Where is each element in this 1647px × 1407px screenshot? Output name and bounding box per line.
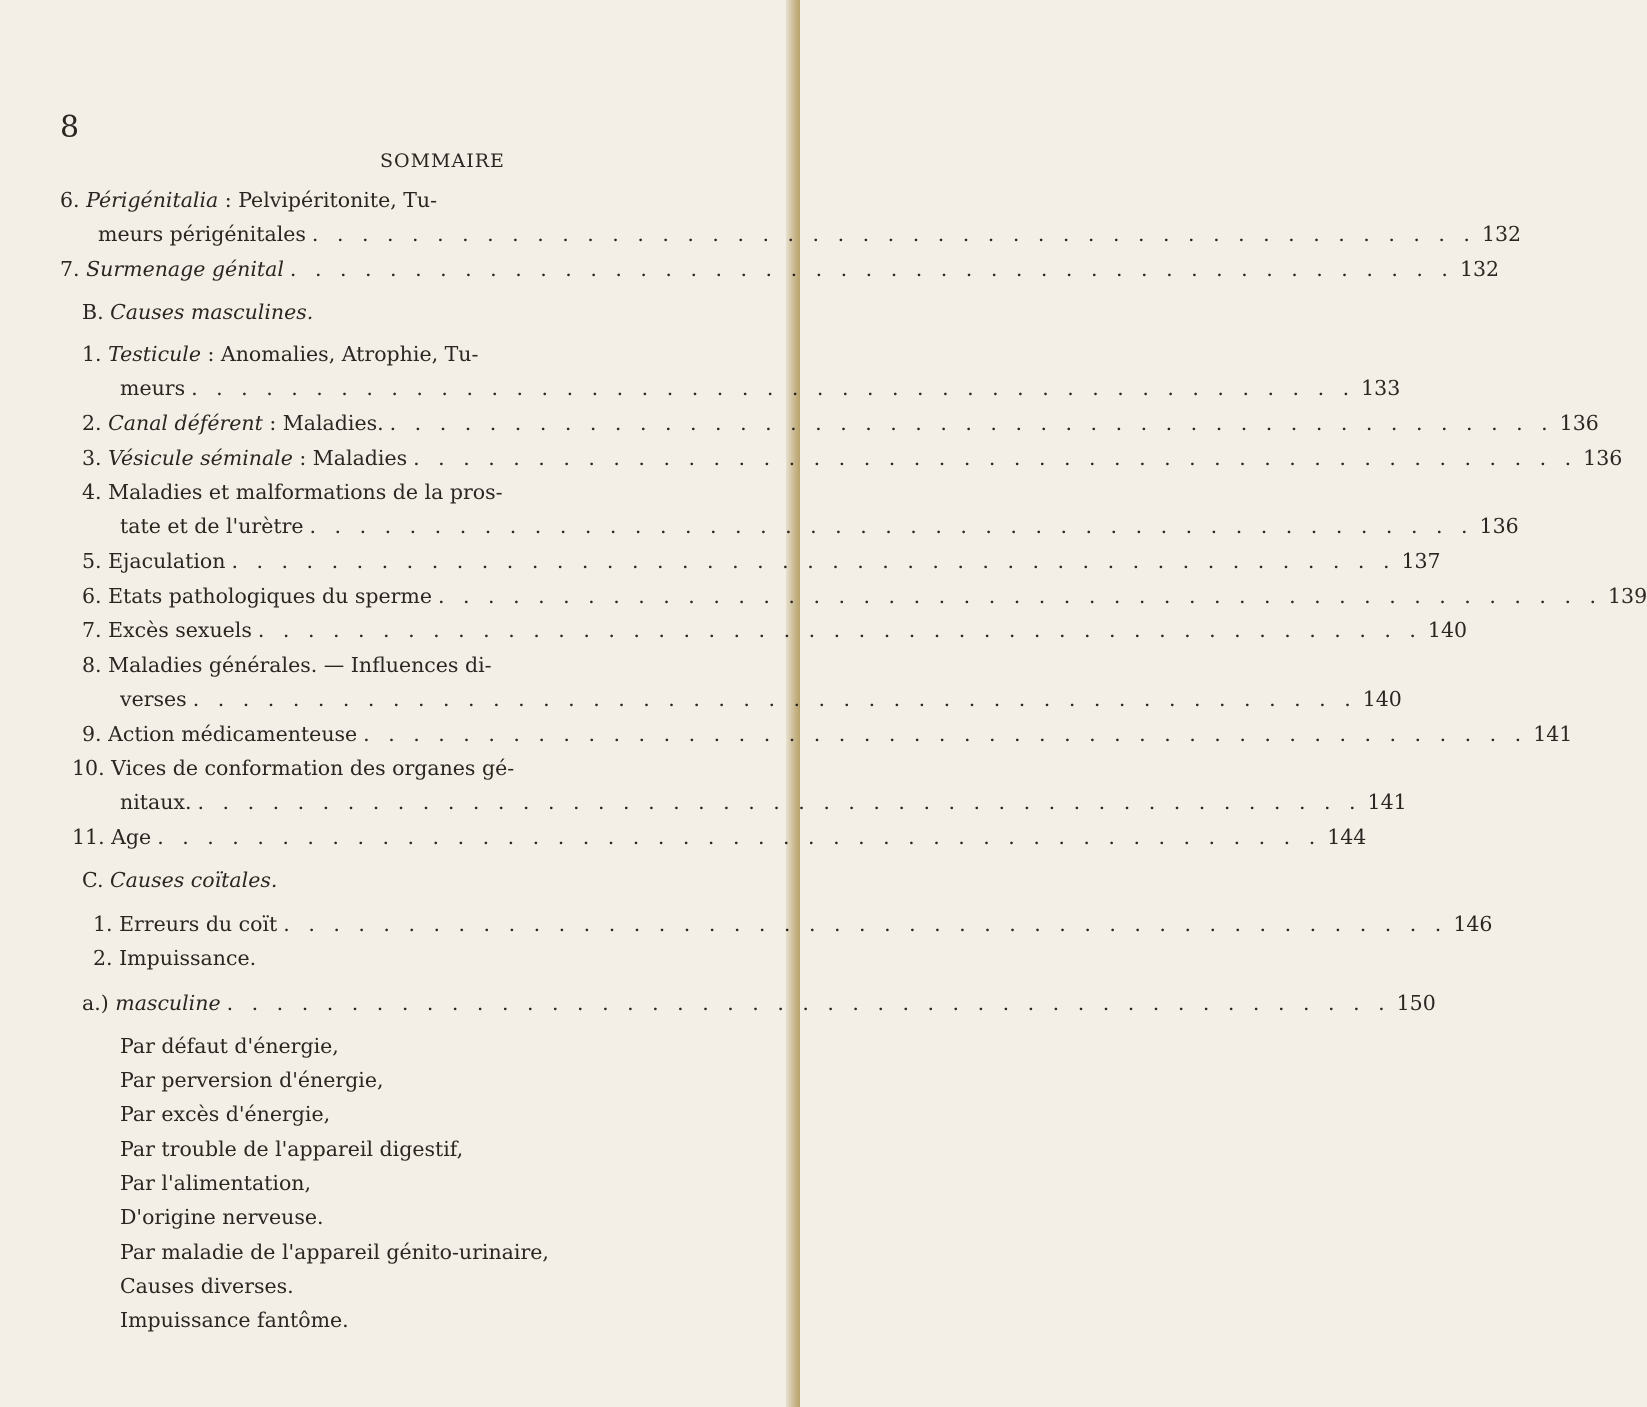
toc-italic-title: Testicule	[108, 342, 201, 366]
toc-number: 2.	[93, 946, 120, 970]
toc-line	[82, 991, 1436, 1015]
toc-line	[120, 376, 1401, 400]
toc-label	[120, 1308, 349, 1332]
toc-number: 4.	[82, 480, 109, 504]
toc-number: 1.	[82, 342, 109, 366]
leader-dots: . . . . . . . . . . . . . . . . . . . . . . . . . . . . . . . . . . . . . . . . . . . . . . .	[389, 411, 1554, 435]
toc-label	[82, 480, 503, 504]
toc-line	[93, 912, 1493, 936]
toc-text: Excès sexuels	[108, 618, 252, 642]
toc-line	[72, 756, 514, 780]
page-number: 8	[60, 110, 80, 145]
toc-label	[120, 1274, 294, 1298]
toc-label	[82, 991, 221, 1015]
toc-line	[82, 722, 1573, 746]
toc-line	[82, 342, 478, 366]
toc-line	[82, 584, 1647, 608]
toc-line	[120, 1171, 311, 1195]
toc-number: 6.	[60, 188, 87, 212]
toc-number: 6.	[82, 584, 109, 608]
toc-number: B.	[82, 300, 111, 324]
toc-text: Par maladie de l'appareil génito-urinaire,	[120, 1240, 549, 1264]
leader-dots: . . . . . . . . . . . . . . . . . . . . . . . . . . . . . . . . . . . . . . . . . . . . . . .	[363, 722, 1528, 746]
toc-page-number: 136	[1559, 411, 1599, 435]
toc-label	[60, 188, 437, 212]
toc-label	[82, 618, 252, 642]
toc-text: : Maladies	[292, 446, 408, 470]
toc-page-number: 132	[1459, 257, 1500, 281]
toc-italic-title: Vésicule séminale	[108, 446, 293, 470]
toc-number: C.	[82, 868, 110, 892]
toc-number: 2.	[82, 411, 109, 435]
toc-page-number: 140	[1362, 687, 1402, 711]
toc-label	[82, 300, 313, 324]
toc-text: Action médicamenteuse	[108, 722, 358, 746]
leader-dots: . . . . . . . . . . . . . . . . . . . . . . . . . . . . . . . . . . . . . . . . . . . . . . .	[311, 222, 1476, 246]
toc-number: 5.	[82, 549, 109, 573]
toc-label	[120, 1240, 549, 1264]
toc-line	[120, 790, 1407, 814]
toc-text: Par défaut d'énergie,	[120, 1034, 339, 1058]
toc-text: nitaux.	[120, 790, 192, 814]
toc-italic-title: Canal déférent	[108, 411, 263, 435]
leader-dots: . . . . . . . . . . . . . . . . . . . . . . . . . . . . . . . . . . . . . . . . . . . . . . .	[309, 514, 1474, 538]
toc-line	[120, 1240, 549, 1264]
toc-label	[120, 1068, 383, 1092]
toc-number: 11.	[72, 825, 112, 849]
toc-label	[82, 868, 277, 892]
toc-line	[120, 1137, 463, 1161]
toc-page-number: 141	[1533, 722, 1573, 746]
toc-page-number: 132	[1481, 222, 1522, 246]
leader-dots: . . . . . . . . . . . . . . . . . . . . . . . . . . . . . . . . . . . . . . . . . . . . . . .	[231, 549, 1396, 573]
toc-line	[82, 411, 1599, 435]
toc-line	[98, 222, 1522, 246]
toc-label	[120, 1102, 330, 1126]
toc-text: Par perversion d'énergie,	[120, 1068, 384, 1092]
toc-line	[82, 653, 492, 677]
toc-text: : Maladies.	[262, 411, 384, 435]
leader-dots: . . . . . . . . . . . . . . . . . . . . . . . . . . . . . . . . . . . . . . . . . . . . . . .	[192, 687, 1357, 711]
toc-number: 1.	[93, 912, 120, 936]
toc-label	[120, 514, 304, 538]
toc-text: Vices de conformation des organes gé-	[111, 756, 515, 780]
toc-text: D'origine nerveuse.	[120, 1205, 324, 1229]
toc-label	[98, 222, 306, 246]
toc-page-number: 136	[1583, 446, 1623, 470]
toc-line	[120, 687, 1402, 711]
toc-number: 9.	[82, 722, 109, 746]
toc-text: Erreurs du coït	[119, 912, 278, 936]
toc-label	[93, 946, 256, 970]
toc-line	[82, 480, 503, 504]
leader-dots: . . . . . . . . . . . . . . . . . . . . . . . . . . . . . . . . . . . . . . . . . . . . . . .	[257, 618, 1422, 642]
toc-label	[82, 446, 407, 470]
toc-text: Age	[111, 825, 152, 849]
toc-page-number: 140	[1427, 618, 1468, 642]
toc-line	[120, 1205, 324, 1229]
toc-text: : Pelvipéritonite, Tu-	[218, 188, 438, 212]
toc-page-number: 150	[1396, 991, 1436, 1015]
toc-line	[120, 1034, 339, 1058]
toc-label	[120, 790, 192, 814]
toc-label	[120, 1034, 339, 1058]
toc-line	[120, 1102, 330, 1126]
toc-label	[120, 1171, 311, 1195]
toc-line	[82, 300, 313, 324]
toc-page-number: 136	[1479, 514, 1519, 538]
toc-text: verses	[120, 687, 187, 711]
toc-number: 8.	[82, 653, 109, 677]
toc-label	[82, 342, 478, 366]
toc-label	[72, 756, 514, 780]
toc-page-number: 133	[1361, 376, 1401, 400]
toc-line	[82, 618, 1468, 642]
toc-text: Etats pathologiques du sperme	[108, 584, 432, 608]
toc-italic-title: Périgénitalia	[86, 188, 219, 212]
toc-label	[93, 912, 277, 936]
toc-text: Maladies et malformations de la pros-	[108, 480, 503, 504]
toc-number: a.)	[82, 991, 116, 1015]
toc-italic-title: Causes masculines.	[110, 300, 314, 324]
toc-line	[120, 1068, 383, 1092]
toc-line	[82, 446, 1623, 470]
toc-label	[120, 687, 187, 711]
toc-text: Par excès d'énergie,	[120, 1102, 331, 1126]
toc-line	[82, 868, 277, 892]
leader-dots: . . . . . . . . . . . . . . . . . . . . . . . . . . . . . . . . . . . . . . . . . . . . . . .	[226, 991, 1391, 1015]
toc-label	[120, 376, 185, 400]
toc-line	[120, 1274, 294, 1298]
leader-dots: . . . . . . . . . . . . . . . . . . . . . . . . . . . . . . . . . . . . . . . . . . . . . . .	[191, 376, 1356, 400]
leader-dots: . . . . . . . . . . . . . . . . . . . . . . . . . . . . . . . . . . . . . . . . . . . . . . .	[157, 825, 1322, 849]
toc-number: 7.	[60, 257, 87, 281]
toc-line	[120, 1308, 349, 1332]
toc-text: meurs périgénitales	[98, 222, 306, 246]
toc-label	[82, 653, 492, 677]
toc-number: 10.	[72, 756, 112, 780]
toc-text: Maladies générales. — Influences di-	[108, 653, 492, 677]
toc-italic-title: Causes coïtales.	[110, 868, 278, 892]
toc-text: meurs	[120, 376, 186, 400]
toc-line	[120, 514, 1519, 538]
leader-dots: . . . . . . . . . . . . . . . . . . . . . . . . . . . . . . . . . . . . . . . . . . . . . . .	[437, 584, 1602, 608]
toc-label	[82, 722, 357, 746]
toc-text: Par l'alimentation,	[120, 1171, 312, 1195]
toc-text: Par trouble de l'appareil digestif,	[120, 1137, 464, 1161]
toc-label	[60, 257, 284, 281]
toc-line	[60, 257, 1500, 281]
running-head: SOMMAIRE	[380, 150, 505, 172]
toc-text: Impuissance.	[119, 946, 257, 970]
toc-text: Ejaculation	[108, 549, 226, 573]
leader-dots: . . . . . . . . . . . . . . . . . . . . . . . . . . . . . . . . . . . . . . . . . . . . . . .	[289, 257, 1454, 281]
toc-label	[82, 584, 432, 608]
toc-text: : Anomalies, Atrophie, Tu-	[200, 342, 479, 366]
toc-label	[82, 549, 225, 573]
toc-text: Impuissance fantôme.	[120, 1308, 349, 1332]
leader-dots: . . . . . . . . . . . . . . . . . . . . . . . . . . . . . . . . . . . . . . . . . . . . . . .	[283, 912, 1448, 936]
toc-italic-title: masculine	[115, 991, 221, 1015]
toc-line	[60, 188, 437, 212]
toc-label	[82, 411, 384, 435]
toc-page-number: 141	[1367, 790, 1407, 814]
toc-number: 3.	[82, 446, 109, 470]
toc-text: tate et de l'urètre	[120, 514, 304, 538]
toc-line	[93, 946, 256, 970]
leader-dots: . . . . . . . . . . . . . . . . . . . . . . . . . . . . . . . . . . . . . . . . . . . . . . .	[413, 446, 1578, 470]
toc-number: 7.	[82, 618, 109, 642]
toc-page-number: 144	[1327, 825, 1367, 849]
toc-page-number: 139	[1608, 584, 1647, 608]
toc-label	[120, 1137, 463, 1161]
toc-italic-title: Surmenage génital	[86, 257, 284, 281]
toc-line	[82, 549, 1441, 573]
toc-line	[72, 825, 1367, 849]
toc-page-number: 137	[1401, 549, 1441, 573]
toc-page-number: 146	[1453, 912, 1493, 936]
toc-label	[120, 1205, 324, 1229]
toc-text: Causes diverses.	[120, 1274, 294, 1298]
toc-label	[72, 825, 151, 849]
leader-dots: . . . . . . . . . . . . . . . . . . . . . . . . . . . . . . . . . . . . . . . . . . . . . . .	[197, 790, 1362, 814]
